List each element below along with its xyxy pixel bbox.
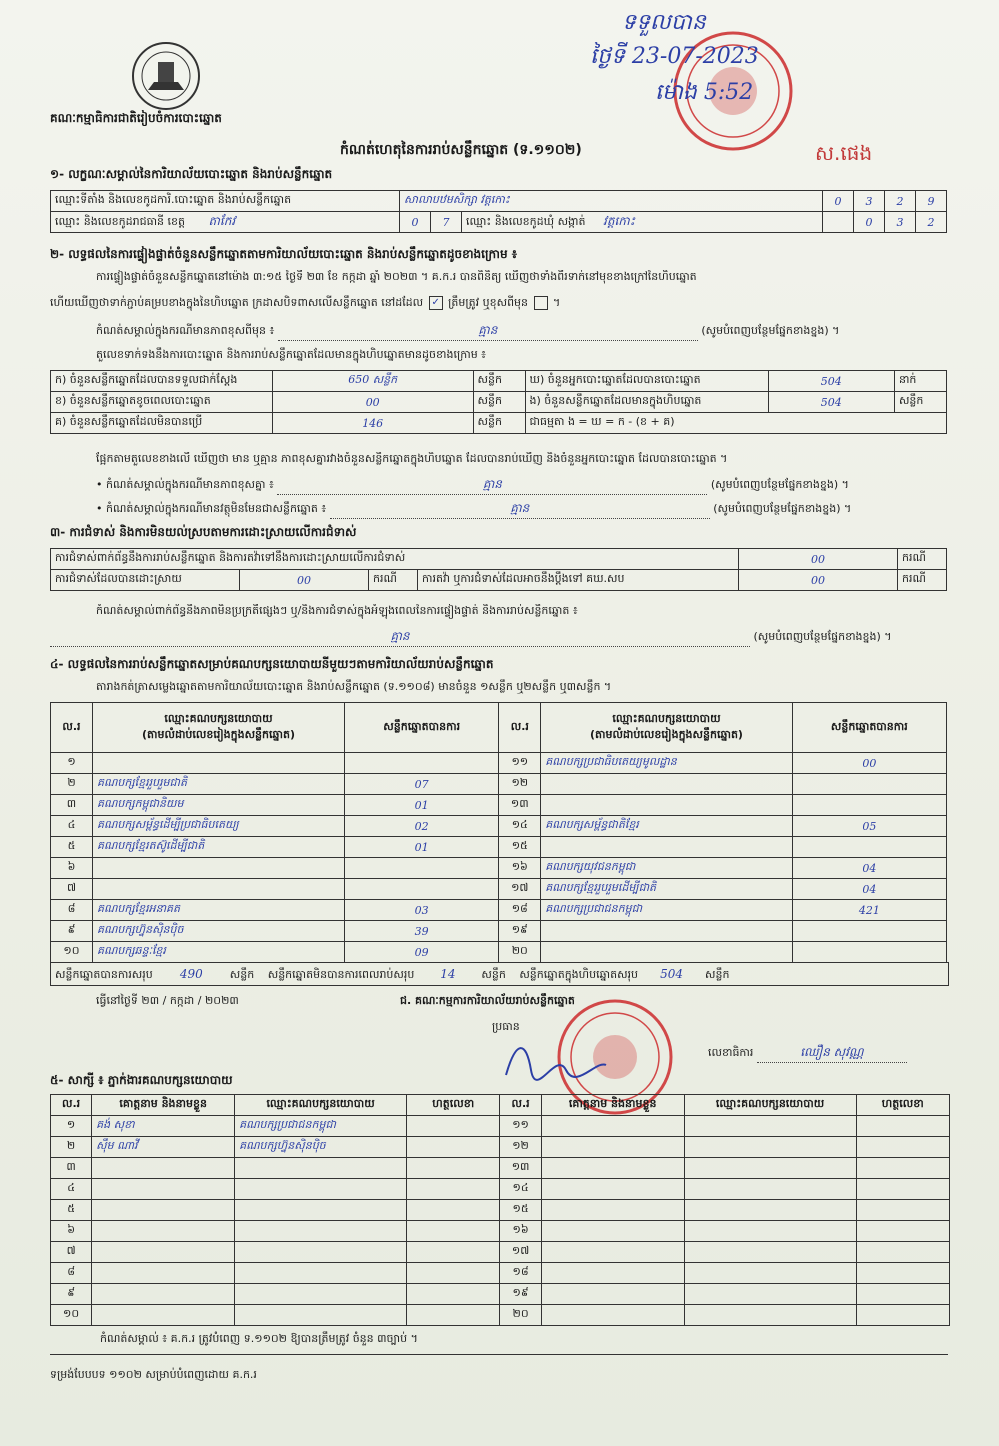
witness-name <box>92 1305 235 1326</box>
witness-table <box>50 1094 950 1326</box>
results-votes: 00 <box>792 753 946 774</box>
witness-name <box>541 1137 684 1158</box>
witness-party <box>235 1284 407 1305</box>
results-no: ១៧ <box>499 879 541 900</box>
witness-col-party-left: ឈ្មោះគណបក្សនយោបាយ <box>235 1095 407 1116</box>
total-box-unit: សន្លឹក <box>705 968 730 981</box>
results-no: ១៤ <box>499 816 541 837</box>
bullet2-label: • កំណត់សម្គាល់ក្នុងករណីមានវត្ថុមិនមែនជាសន្លឹកឆ្នោត ៖ <box>96 502 327 515</box>
section3-title: ៣- ការជំទាស់ និងការមិនយល់ស្របតាមការដោះស្រាយលើការជំទាស់ <box>50 525 357 539</box>
commune-code-1: 0 <box>854 212 885 233</box>
results-row <box>51 858 947 879</box>
results-votes: 04 <box>792 858 946 879</box>
results-row <box>51 795 947 816</box>
witness-party <box>684 1179 856 1200</box>
section2-note-line <box>96 322 946 341</box>
results-party <box>541 837 792 858</box>
results-party: គណបក្សប្រជាជនកម្ពុជា <box>541 900 792 921</box>
witness-signature <box>407 1221 500 1242</box>
witness-party <box>684 1305 856 1326</box>
results-votes: 02 <box>345 816 499 837</box>
witness-signature <box>856 1179 949 1200</box>
witness-party: គណបក្សហ្វ៊ុនស៊ិនប៉ិច <box>235 1137 407 1158</box>
section1-title: ១- លក្ខណៈសម្គាល់នៃការិយាល័យបោះឆ្នោត និងរាប់សន្លឹកឆ្នោត <box>50 167 333 181</box>
results-table <box>50 702 947 963</box>
row-d-unit: នាក់ <box>894 371 946 392</box>
results-party: គណបក្សសម្ព័ន្ធដើម្បីប្រជាធិបតេយ្យ <box>92 816 344 837</box>
section2-para1: ការផ្ទៀងផ្ទាត់ចំនួនសន្លឹកឆ្នោតនៅម៉ោង ៣:១៥ ថ្ងៃទី ២៣ ខែ កក្កដា ឆ្នាំ ២០២៣ ។ គ.ក.រ បានពិនិត្យ ឃើញថាទាំងពីរទាក់នៅមុខខាងក្រៅនៃហិបឆ្នោត <box>96 270 697 283</box>
results-col-no-right: ល.រ <box>499 703 541 753</box>
commune-code-3: 2 <box>916 212 947 233</box>
witness-no: ៩ <box>51 1284 92 1305</box>
witness-row <box>51 1158 950 1179</box>
row-b-value: 00 <box>272 392 473 413</box>
objection-row2-label: ការជំទាស់ដែលបានដោះស្រាយ <box>51 570 240 591</box>
results-row <box>51 837 947 858</box>
wrong-label: ឬខុសពីមុន <box>482 296 529 309</box>
secretary-name: ឈឿន សុវណ្ណ <box>757 1044 907 1063</box>
witness-signature <box>407 1200 500 1221</box>
results-no: ៣ <box>51 795 93 816</box>
witness-name <box>92 1179 235 1200</box>
witness-name <box>541 1263 684 1284</box>
objection-row2-unit2: ករណី <box>898 570 947 591</box>
province-label <box>51 212 400 233</box>
results-votes: 421 <box>792 900 946 921</box>
witness-party: គណបក្សប្រជាជនកម្ពុជា <box>235 1116 407 1137</box>
witness-party <box>235 1179 407 1200</box>
results-no: ៩ <box>51 921 93 942</box>
witness-signature <box>856 1221 949 1242</box>
committee-name: គណៈកម្មាធិការជាតិរៀបចំការបោះឆ្នោត <box>50 111 222 125</box>
results-votes <box>345 753 499 774</box>
section3-suffix: (សូមបំពេញបន្ថែមផ្នែកខាងខ្នង) ។ <box>753 630 892 643</box>
results-votes: 01 <box>345 795 499 816</box>
results-votes <box>345 858 499 879</box>
results-col-party-left <box>92 703 344 753</box>
witness-name <box>541 1200 684 1221</box>
witness-no: ១៧ <box>500 1242 541 1263</box>
witness-col-sign-left: ហត្ថលេខា <box>407 1095 500 1116</box>
results-col-party-right-sub: (តាមលំដាប់លេខរៀងក្នុងសន្លឹកឆ្នោត) <box>589 727 743 741</box>
results-party <box>541 795 792 816</box>
received-time: ម៉ោង 5:52 <box>655 80 754 105</box>
witness-row <box>51 1116 950 1137</box>
results-party: គណបក្សហ្វ៊ុនស៊ិនប៉ិច <box>92 921 344 942</box>
footer-bottom: ទម្រង់បែបបទ ១១០២ សម្រាប់បំពេញដោយ គ.ក.រ <box>50 1368 257 1381</box>
results-col-party-right <box>541 703 792 753</box>
witness-no: ៦ <box>51 1221 92 1242</box>
section4-title: ៤- លទ្ធផលនៃការរាប់សន្លឹកឆ្នោតសម្រាប់គណបក្សនយោបាយនីមួយៗតាមការិយាល័យរាប់សន្លឹកឆ្នោត <box>50 657 494 671</box>
witness-party <box>684 1221 856 1242</box>
nec-emblem-icon <box>128 40 204 112</box>
objection-row2-value2: 00 <box>739 570 898 591</box>
witness-party <box>235 1200 407 1221</box>
witness-row <box>51 1242 950 1263</box>
results-votes: 09 <box>345 942 499 963</box>
results-votes <box>792 774 946 795</box>
witness-name <box>92 1221 235 1242</box>
witness-row <box>51 1305 950 1326</box>
total-valid-unit: សន្លឹក <box>229 968 255 981</box>
secret-mark: ស.ផេង <box>815 141 873 165</box>
results-no: ១០ <box>51 942 93 963</box>
section4-intro: តារាងកត់ត្រាសម្លេងឆ្នោតតាមការិយាល័យបោះឆ្នោត និងរាប់សន្លឹកឆ្នោត (ទ.១១០៨) មានចំនួន ១សន្លឹក ឬ២សន្លឹក ឬ៣សន្លឹក ។ <box>96 680 612 693</box>
bullet2-suffix: (សូមបំពេញបន្ថែមផ្នែកខាងខ្នង) ។ <box>713 502 852 515</box>
results-row <box>51 879 947 900</box>
witness-signature <box>407 1263 500 1284</box>
witness-row <box>51 1200 950 1221</box>
row-a-label: ក) ចំនួនសន្លឹកឆ្នោតដែលបានទទួលជាក់ស្តែង <box>51 371 273 392</box>
committee-line: ជ. គណៈកម្មការការិយាល័យរាប់សន្លឹកឆ្នោត <box>400 994 575 1007</box>
results-col-party-left-sub: (តាមលំដាប់លេខរៀងក្នុងសន្លឹកឆ្នោត) <box>142 727 295 741</box>
witness-no: ១៤ <box>500 1179 541 1200</box>
witness-party <box>235 1263 407 1284</box>
results-row <box>51 900 947 921</box>
results-row <box>51 753 947 774</box>
row-b-unit: សន្លឹក <box>473 392 525 413</box>
witness-no: ១០ <box>51 1305 92 1326</box>
witness-party <box>235 1242 407 1263</box>
witness-name: គង់ សុខា <box>92 1116 235 1137</box>
bullet2-value: គ្មាន <box>330 500 710 519</box>
witness-signature <box>856 1242 949 1263</box>
results-row <box>51 774 947 795</box>
section2-intro: តួលេខទាក់ទងនឹងការបោះឆ្នោត និងការរាប់សន្លឹកឆ្នោតដែលមានក្នុងហិបឆ្នោតមានដូចខាងក្រោម ៖ <box>96 348 487 361</box>
results-no: ១៩ <box>499 921 541 942</box>
total-invalid-value: 14 <box>440 967 456 981</box>
province-value: តាកែវ <box>208 214 236 228</box>
witness-name <box>92 1263 235 1284</box>
total-invalid-unit: សន្លឹក <box>481 968 506 981</box>
note-label: កំណត់សម្គាល់ក្នុងករណីមានភាពខុសពីមុន ៖ <box>96 324 275 337</box>
objection-table <box>50 548 947 591</box>
results-no: ១ <box>51 753 93 774</box>
results-no: ៧ <box>51 879 93 900</box>
bullet1-line <box>96 476 849 495</box>
row-b-label: ខ) ចំនួនសន្លឹកឆ្នោតខូចពេលបោះឆ្នោត <box>51 392 273 413</box>
province-code-2: 7 <box>431 212 462 233</box>
province-code-1: 0 <box>400 212 431 233</box>
results-votes: 01 <box>345 837 499 858</box>
chair-signature-icon <box>496 1030 616 1090</box>
witness-no: ៧ <box>51 1242 92 1263</box>
results-votes: 03 <box>345 900 499 921</box>
witness-signature <box>407 1284 500 1305</box>
secretary-label: លេខាធិការ <box>708 1046 754 1059</box>
section3-note-value: គ្មាន <box>50 628 750 647</box>
results-no: ១១ <box>499 753 541 774</box>
objection-row1-unit: ករណី <box>898 549 947 570</box>
footer-note: កំណត់សម្គាល់ ៖ គ.ក.រ ត្រូវបំពេញ ទ.១១០២ ឱ្យបានត្រឹមត្រូវ ចំនួន ៣ច្បាប់ ។ <box>100 1332 418 1345</box>
row-c-value: 146 <box>272 413 473 434</box>
witness-name <box>92 1242 235 1263</box>
witness-no: ១៥ <box>500 1200 541 1221</box>
witness-signature <box>407 1305 500 1326</box>
results-no: ៥ <box>51 837 93 858</box>
witness-row <box>51 1179 950 1200</box>
form-title: កំណត់ហេតុនៃការរាប់សន្លឹកឆ្នោត (ទ.១១០២) <box>340 142 582 158</box>
witness-signature <box>856 1284 949 1305</box>
witness-no: ២ <box>51 1137 92 1158</box>
results-votes: 04 <box>792 879 946 900</box>
row-d-label: ឃ) ចំនួនអ្នកបោះឆ្នោតដែលបានបោះឆ្នោត <box>525 371 768 392</box>
location-code-1: 0 <box>823 191 854 212</box>
section5-title: ៥- សាក្សី ៖ ភ្នាក់ងារគណបក្សនយោបាយ <box>50 1073 233 1087</box>
witness-party <box>235 1305 407 1326</box>
note-suffix: (សូមបំពេញបន្ថែមផ្នែកខាងខ្នង) ។ <box>701 324 840 337</box>
witness-row <box>51 1221 950 1242</box>
results-votes: 39 <box>345 921 499 942</box>
results-no: ១៨ <box>499 900 541 921</box>
witness-signature <box>407 1179 500 1200</box>
objection-row2-unit: ករណី <box>369 570 418 591</box>
witness-no: ១៦ <box>500 1221 541 1242</box>
witness-col-name-left: គោត្តនាម និងនាមខ្លួន <box>92 1095 235 1116</box>
objection-row2-value: 00 <box>240 570 369 591</box>
footer-divider <box>50 1354 948 1355</box>
total-box-label: សន្លឹកឆ្នោតក្នុងហិបឆ្នោតសរុប <box>519 968 639 981</box>
results-no: ១២ <box>499 774 541 795</box>
witness-no: ១៣ <box>500 1158 541 1179</box>
objection-row2-label2: ការតវ៉ា ឬការជំទាស់ដែលអាចនឹងប្តឹងទៅ គឃ.សប <box>418 570 739 591</box>
witness-party <box>235 1221 407 1242</box>
bullet1-suffix: (សូមបំពេញបន្ថែមផ្នែកខាងខ្នង) ។ <box>710 478 849 491</box>
bullet2-line <box>96 500 851 519</box>
results-row <box>51 921 947 942</box>
witness-name <box>541 1116 684 1137</box>
secretary-line <box>708 1044 907 1063</box>
witness-col-party-right: ឈ្មោះគណបក្សនយោបាយ <box>684 1095 856 1116</box>
received-label: ទទួលបាន <box>622 10 706 35</box>
total-invalid-label: សន្លឹកឆ្នោតមិនបានការពេលរាប់សរុប <box>267 968 415 981</box>
results-no: ២០ <box>499 942 541 963</box>
commune-label <box>462 212 823 233</box>
results-col-party-right-title: ឈ្មោះគណបក្សនយោបាយ <box>612 711 721 725</box>
correct-label: ត្រឹមត្រូវ <box>448 296 480 309</box>
results-party <box>92 858 344 879</box>
witness-signature <box>407 1158 500 1179</box>
witness-name <box>92 1284 235 1305</box>
results-votes <box>792 942 946 963</box>
witness-row <box>51 1137 950 1158</box>
row-d-value: 504 <box>768 371 894 392</box>
witness-col-sign-right: ហត្ថលេខា <box>856 1095 949 1116</box>
results-party: គណបក្សខ្មែររួបរួមជាតិ <box>92 774 344 795</box>
witness-name <box>92 1200 235 1221</box>
wrong-checkbox[interactable] <box>534 296 548 310</box>
results-no: ១៥ <box>499 837 541 858</box>
witness-name <box>541 1242 684 1263</box>
witness-no: ៥ <box>51 1200 92 1221</box>
objection-row1-label: ការជំទាស់ពាក់ព័ន្ធនឹងការរាប់សន្លឹកឆ្នោត និងការតវ៉ាទៅនឹងការដោះស្រាយលើការជំទាស់ <box>51 549 739 570</box>
section2-para2: ហើយឃើញថាទាក់ភ្ជាប់គម្របខាងក្នុងនៃហិបឆ្នោត ក្រដាសបិទពាសលើសន្លឹកឆ្នោត នៅដដែល <box>50 296 424 309</box>
results-votes <box>792 837 946 858</box>
commune-code-2: 3 <box>885 212 916 233</box>
tally-table <box>50 370 947 434</box>
results-no: ៦ <box>51 858 93 879</box>
results-row <box>51 816 947 837</box>
witness-signature <box>856 1137 949 1158</box>
results-party <box>541 921 792 942</box>
witness-name <box>541 1158 684 1179</box>
results-no: ១៦ <box>499 858 541 879</box>
results-no: ៨ <box>51 900 93 921</box>
totals-row <box>50 962 949 986</box>
witness-name <box>541 1305 684 1326</box>
witness-party <box>684 1200 856 1221</box>
correct-checkbox[interactable]: ✓ <box>429 296 443 310</box>
witness-row <box>51 1284 950 1305</box>
witness-no: ៣ <box>51 1158 92 1179</box>
witness-no: ១ <box>51 1116 92 1137</box>
location-label: ឈ្មោះទីតាំង និងលេខកូដការិ.បោះឆ្នោត និងរាប់សន្លឹកឆ្នោត <box>51 191 400 212</box>
witness-row <box>51 1263 950 1284</box>
witness-name <box>541 1221 684 1242</box>
results-no: ១៣ <box>499 795 541 816</box>
witness-name <box>92 1158 235 1179</box>
commune-value: វត្តកោះ <box>603 214 635 228</box>
witness-no: ១១ <box>500 1116 541 1137</box>
bullet1-label: • កំណត់សម្គាល់ក្នុងករណីមានភាពខុសគ្នា ៖ <box>96 478 274 491</box>
note-value: គ្មាន <box>278 322 698 341</box>
witness-no: ៤ <box>51 1179 92 1200</box>
formula-label: ជាធម្មតា ង = ឃ = ក - (ខ + គ) <box>525 413 946 434</box>
witness-col-name-right: គោត្តនាម និងនាមខ្លួន <box>541 1095 684 1116</box>
results-votes <box>792 921 946 942</box>
location-code-3: 2 <box>885 191 916 212</box>
results-party: គណបក្សខ្មែររួបរួមដើម្បីជាតិ <box>541 879 792 900</box>
witness-party <box>684 1137 856 1158</box>
results-party: គណបក្សសម្ព័ន្ធជាតិខ្មែរ <box>541 816 792 837</box>
diff-line: ផ្អែកតាមតួលេខខាងលើ ឃើញថា មាន ឬគ្មាន ភាពខុសគ្នារវាងចំនួនសន្លឹកឆ្នោតក្នុងហិបឆ្នោត ដែលបានរាប់ឃើញ និងចំនួនអ្នកបោះឆ្នោត ដែលបានបោះឆ្នោត ។ <box>96 452 728 465</box>
location-code-2: 3 <box>854 191 885 212</box>
witness-signature <box>856 1158 949 1179</box>
results-party <box>541 774 792 795</box>
location-code-4: 9 <box>916 191 947 212</box>
total-valid-value: 490 <box>179 967 203 981</box>
witness-name <box>541 1284 684 1305</box>
results-col-votes-left: សន្លឹកឆ្នោតបានការ <box>345 703 499 753</box>
section4-intro-line <box>96 680 611 696</box>
witness-signature <box>407 1137 500 1158</box>
results-col-party-left-title: ឈ្មោះគណបក្សនយោបាយ <box>164 711 273 725</box>
date-line: ធ្វើនៅថ្ងៃទី ២៣ / កក្កដា / ២០២៣ <box>96 994 239 1007</box>
results-party: គណបក្សយុវជនកម្ពុជា <box>541 858 792 879</box>
row-e-label: ង) ចំនួនសន្លឹកឆ្នោតដែលមានក្នុងហិបឆ្នោត <box>525 392 768 413</box>
results-no: ២ <box>51 774 93 795</box>
results-col-no-left: ល.រ <box>51 703 93 753</box>
witness-no: ១៨ <box>500 1263 541 1284</box>
results-party <box>541 942 792 963</box>
row-e-unit: សន្លឹក <box>894 392 946 413</box>
witness-signature <box>856 1305 949 1326</box>
results-party: គណបក្សឆន្ទៈខ្មែរ <box>92 942 344 963</box>
results-party: គណបក្សខ្មែរតស៊ូដើម្បីជាតិ <box>92 837 344 858</box>
witness-party <box>684 1284 856 1305</box>
row-c-unit: សន្លឹក <box>473 413 525 434</box>
section3-note: កំណត់សម្គាល់ពាក់ព័ន្ធនឹងភាពមិនប្រក្រតីផ្សេងៗ ឬ/និងការជំទាស់ក្នុងអំឡុងពេលនៃការផ្ទៀងផ្ទាត់ និងការរាប់សន្លឹកឆ្នោត ៖ <box>96 604 578 617</box>
row-a-value: 650 សន្លឹក <box>272 371 473 392</box>
results-party: គណបក្សប្រជាធិបតេយ្យមូលដ្ឋាន <box>541 753 792 774</box>
objection-row1-value: 00 <box>739 549 898 570</box>
results-row <box>51 942 947 963</box>
witness-party <box>684 1158 856 1179</box>
results-col-votes-right: សន្លឹកឆ្នោតបានការ <box>792 703 946 753</box>
witness-signature <box>407 1242 500 1263</box>
witness-name: ស៊ឹម ណាវី <box>92 1137 235 1158</box>
witness-name <box>541 1179 684 1200</box>
results-votes <box>792 795 946 816</box>
witness-signature <box>856 1116 949 1137</box>
results-party: គណបក្សខ្មែរអនាគត <box>92 900 344 921</box>
results-party: គណបក្សកម្ពុជានិយម <box>92 795 344 816</box>
witness-party <box>684 1263 856 1284</box>
witness-no: ១២ <box>500 1137 541 1158</box>
witness-party <box>235 1158 407 1179</box>
witness-col-no-left: ល.រ <box>51 1095 92 1116</box>
witness-signature <box>856 1200 949 1221</box>
witness-signature <box>856 1263 949 1284</box>
chair-label: ប្រធាន <box>492 1020 520 1033</box>
row-a-unit: សន្លឹក <box>473 371 525 392</box>
results-votes: 07 <box>345 774 499 795</box>
results-party <box>92 753 344 774</box>
section3-note-line <box>50 628 892 647</box>
row-c-label: គ) ចំនួនសន្លឹកឆ្នោតដែលមិនបានប្រើ <box>51 413 273 434</box>
section2-para2-line: ហើយឃើញថាទាក់ភ្ជាប់គម្របខាងក្នុងនៃហិបឆ្នោត ក្រដាសបិទពាសលើសន្លឹកឆ្នោត នៅដដែល ✓ ត្រឹមត្រូវ ឬខុសពីមុន ។ <box>50 296 561 309</box>
province-label-text: ឈ្មោះ និងលេខកូដរាជធានី ខេត្ត <box>55 215 185 228</box>
witness-party <box>684 1116 856 1137</box>
location-value: សាលាបឋមសិក្សា វត្តកោះ <box>400 191 823 212</box>
results-votes: 05 <box>792 816 946 837</box>
bullet1-value: គ្មាន <box>277 476 707 495</box>
commune-label-text: ឈ្មោះ និងលេខកូដឃុំ សង្កាត់ <box>466 215 586 228</box>
witness-signature <box>407 1116 500 1137</box>
results-party <box>92 879 344 900</box>
results-votes <box>345 879 499 900</box>
witness-no: ៨ <box>51 1263 92 1284</box>
section1-table <box>50 190 947 233</box>
section2-title: ២- លទ្ធផលនៃការផ្ទៀងផ្ទាត់ចំនួនសន្លឹកឆ្នោតតាមការិយាល័យបោះឆ្នោត និងរាប់សន្លឹកឆ្នោតដូចខាងក្រោម ៖ <box>50 247 518 261</box>
witness-no: ២០ <box>500 1305 541 1326</box>
results-no: ៤ <box>51 816 93 837</box>
witness-col-no-right: ល.រ <box>500 1095 541 1116</box>
received-date: ថ្ងៃទី 23-07-2023 <box>590 44 759 69</box>
witness-party <box>684 1242 856 1263</box>
total-box-value: 504 <box>660 967 683 981</box>
row-e-value: 504 <box>768 392 894 413</box>
witness-no: ១៩ <box>500 1284 541 1305</box>
total-valid-label: សន្លឹកឆ្នោតបានការសរុប <box>55 968 153 981</box>
